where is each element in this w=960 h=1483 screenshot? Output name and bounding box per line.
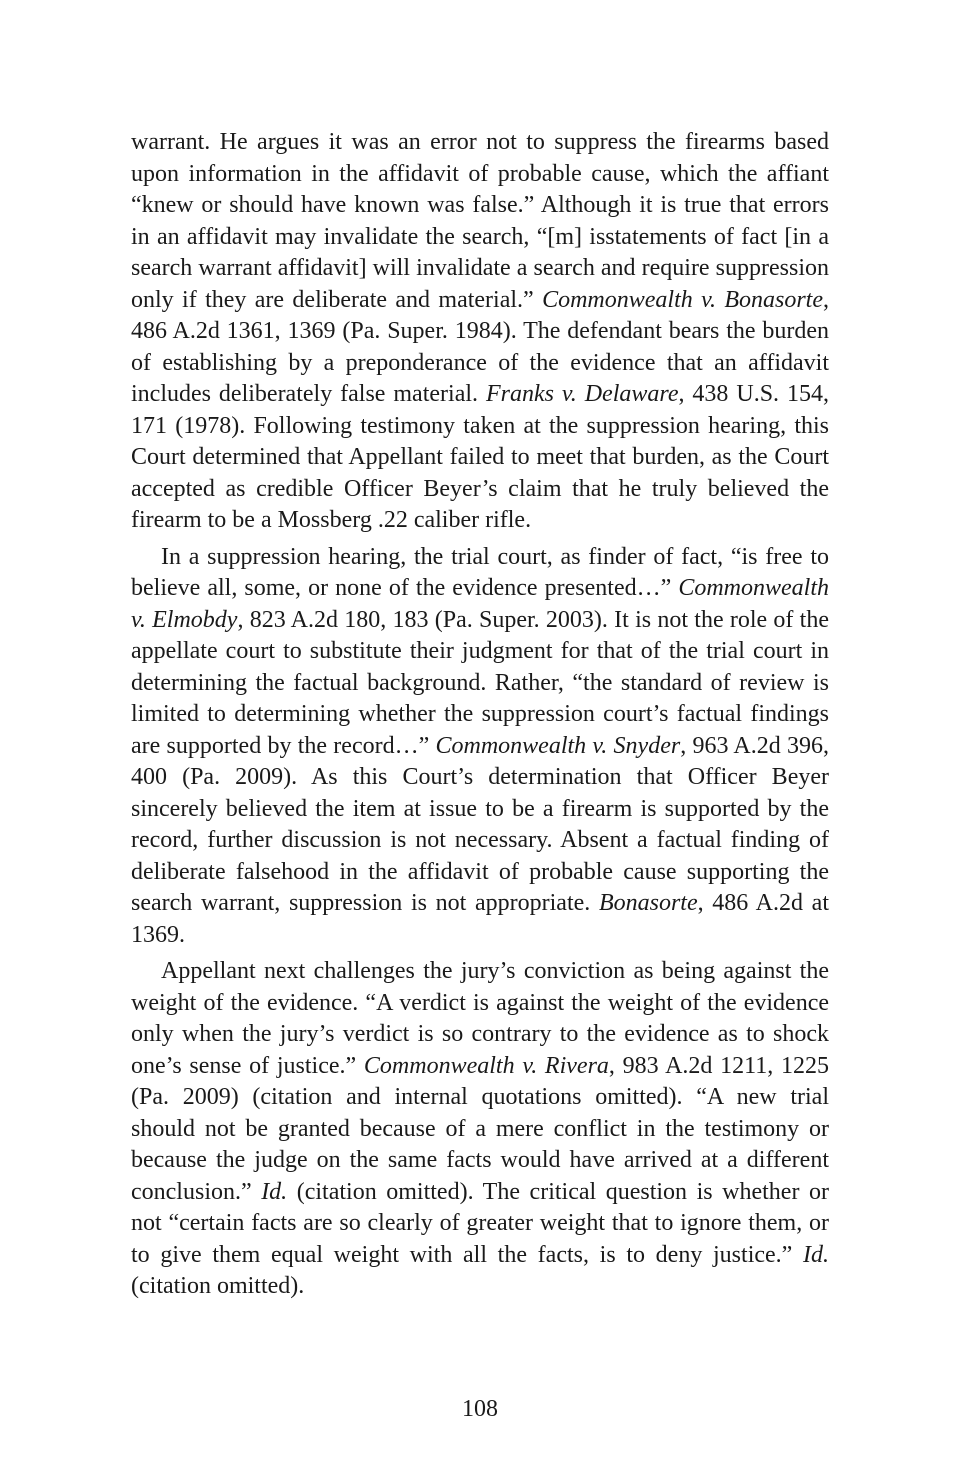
case-citation-rivera: Commonwealth v. Rivera bbox=[363, 1052, 609, 1079]
page-number: 108 bbox=[462, 1396, 498, 1422]
paragraph-weight-of-evidence bbox=[131, 956, 829, 1303]
case-citation-elmobdy: Commonwealth v. Elmobdy bbox=[131, 575, 829, 633]
text-run: In a suppression hearing, the trial court, as finder of fact, “is free to believe all, some, or none of the evidence presented…” bbox=[131, 543, 829, 601]
text-run: , 823 A.2d 180, 183 (Pa. Super. 2003). It is not the role of the appellate court to substitute their judgment for that of the trial court in determining the factual background. Rather, “the standard of review is limited to determining whether the suppression court’s factual findings are supported by the record…” bbox=[131, 606, 829, 759]
case-citation-bonasorte: Commonwealth v. Bonasorte bbox=[542, 286, 823, 313]
body-text bbox=[131, 127, 829, 1303]
paragraph-suppression-hearing bbox=[131, 542, 829, 952]
text-run: , 963 A.2d 396, 400 (Pa. 2009). As this Court’s determination that Officer Beyer sincerely believed the item at issue to be a firearm is supported by the record, further discussion is not necessary. Absent a factual finding of deliberate falsehood in the affidavit of probable cause supporting the search warrant, suppression is not appropriate. bbox=[131, 732, 829, 916]
text-run: (citation omitted). bbox=[131, 1273, 305, 1299]
text-run: warrant. He argues it was an error not to suppress the firearms based upon information in the affidavit of probable cause, which the affiant “knew or should have known was false.” Although it is true that errors in an affidavit may invalidate the search, “[m] isstatements of fact [in a search warrant affidavit] will invalidate a search and require suppression only if they are deliberate and material.” bbox=[131, 129, 829, 313]
text-run: , 983 A.2d 1211, 1225 (Pa. 2009) (citation and internal quotations omitted). “A new trial should not be granted because of a mere conflict in the testimony or because the judge on the same facts would have arrived at a different conclusion.” bbox=[131, 1052, 829, 1205]
text-run: , 486 A.2d at 1369. bbox=[131, 890, 829, 948]
text-run: (citation omitted). The critical question is whether or not “certain facts are so clearly of greater weight that to ignore them, or to give them equal weight with all the facts, is to deny justice.” bbox=[131, 1178, 829, 1268]
case-citation-bonasorte-short: Bonasorte bbox=[598, 890, 698, 916]
text-run: , 438 U.S. 154, 171 (1978). Following testimony taken at the suppression hearing, this Court determined that Appellant failed to meet that burden, as the Court accepted as credible Officer Beyer’s claim that he truly believed the firearm to be a Mossberg .22 caliber rifle. bbox=[131, 381, 829, 533]
id-citation: Id. bbox=[261, 1178, 288, 1205]
case-citation-franks: Franks v. Delaware bbox=[485, 381, 679, 407]
case-citation-snyder: Commonwealth v. Snyder bbox=[435, 732, 681, 759]
id-citation: Id. bbox=[803, 1241, 829, 1268]
text-run: Appellant next challenges the jury’s conviction as being against the weight of the evidence. “A verdict is against the weight of the evidence only when the jury’s verdict is so contrary to the evidence as to shock one’s sense of justice.” bbox=[131, 958, 829, 1079]
text-run: , 486 A.2d 1361, 1369 (Pa. Super. 1984). The defendant bears the burden of establishing by a preponderance of the evidence that an affidavit includes deliberately false material. bbox=[131, 286, 829, 407]
paragraph-warrant-suppression bbox=[131, 127, 829, 537]
